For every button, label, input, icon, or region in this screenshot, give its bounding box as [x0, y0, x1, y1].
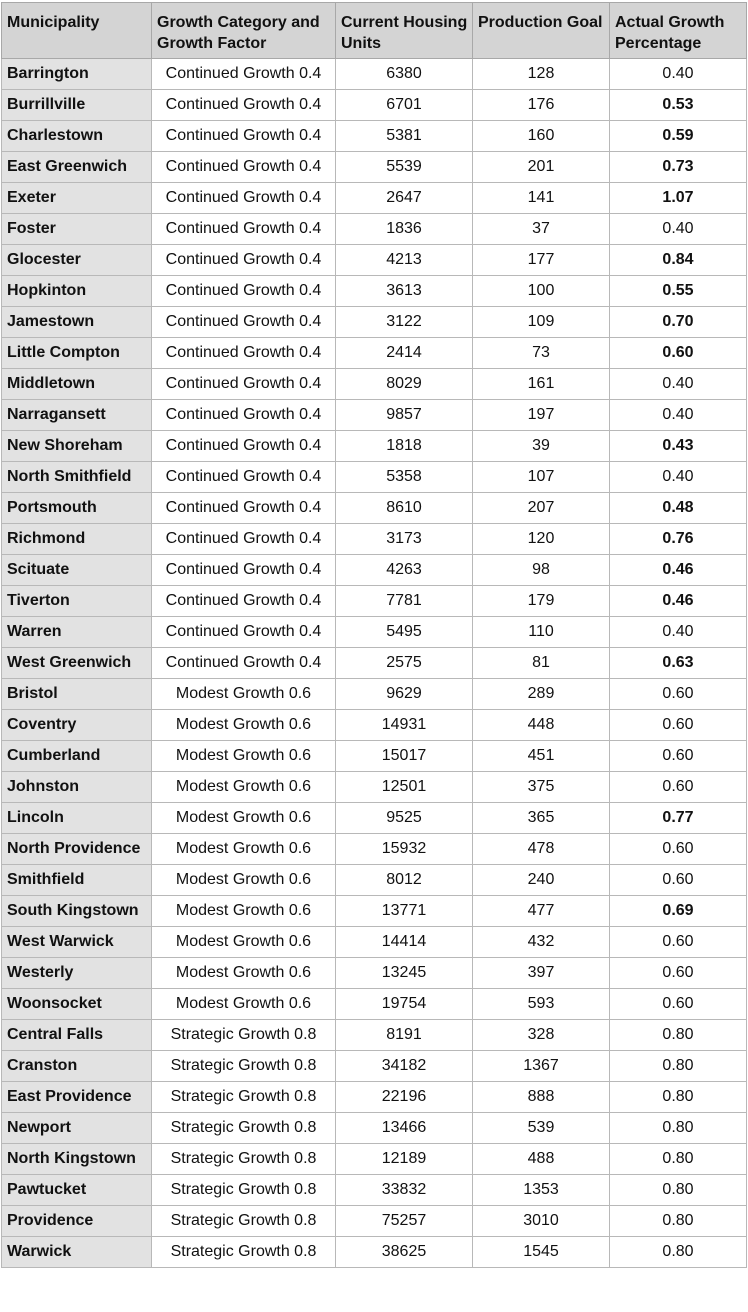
production-goal-cell: 37	[473, 214, 610, 245]
growth-category-cell: Modest Growth 0.6	[152, 679, 336, 710]
growth-category-cell: Modest Growth 0.6	[152, 710, 336, 741]
production-goal-cell: 109	[473, 307, 610, 338]
table-row	[2, 927, 747, 958]
growth-percentage-cell: 0.80	[610, 1144, 747, 1175]
growth-category-cell: Modest Growth 0.6	[152, 803, 336, 834]
table-row	[2, 1051, 747, 1082]
production-goal-cell: 161	[473, 369, 610, 400]
municipality-cell: South Kingstown	[2, 896, 152, 927]
housing-units-cell: 15017	[336, 741, 473, 772]
production-goal-cell: 477	[473, 896, 610, 927]
municipality-cell: Coventry	[2, 710, 152, 741]
growth-percentage-cell: 0.73	[610, 152, 747, 183]
growth-percentage-cell: 0.60	[610, 679, 747, 710]
housing-units-cell: 33832	[336, 1175, 473, 1206]
growth-category-cell: Continued Growth 0.4	[152, 524, 336, 555]
table-row	[2, 59, 747, 90]
housing-units-cell: 5539	[336, 152, 473, 183]
growth-category-cell: Continued Growth 0.4	[152, 338, 336, 369]
production-goal-cell: 289	[473, 679, 610, 710]
production-goal-cell: 197	[473, 400, 610, 431]
table-row	[2, 679, 747, 710]
municipality-cell: Lincoln	[2, 803, 152, 834]
production-goal-cell: 328	[473, 1020, 610, 1051]
header-growth-category: Growth Category and Growth Factor	[152, 3, 336, 59]
housing-units-cell: 14931	[336, 710, 473, 741]
municipality-cell: Johnston	[2, 772, 152, 803]
municipality-cell: West Greenwich	[2, 648, 152, 679]
housing-units-cell: 9629	[336, 679, 473, 710]
municipality-cell: Warren	[2, 617, 152, 648]
housing-units-cell: 8029	[336, 369, 473, 400]
growth-category-cell: Continued Growth 0.4	[152, 493, 336, 524]
municipality-cell: Richmond	[2, 524, 152, 555]
growth-category-cell: Continued Growth 0.4	[152, 400, 336, 431]
municipality-cell: Narragansett	[2, 400, 152, 431]
table-row	[2, 1237, 747, 1268]
growth-percentage-cell: 0.60	[610, 710, 747, 741]
growth-category-cell: Strategic Growth 0.8	[152, 1113, 336, 1144]
growth-percentage-cell: 0.80	[610, 1051, 747, 1082]
housing-units-cell: 14414	[336, 927, 473, 958]
growth-percentage-cell: 0.40	[610, 59, 747, 90]
growth-percentage-cell: 0.60	[610, 927, 747, 958]
housing-units-cell: 13466	[336, 1113, 473, 1144]
municipality-cell: North Smithfield	[2, 462, 152, 493]
growth-category-cell: Continued Growth 0.4	[152, 214, 336, 245]
growth-percentage-cell: 0.55	[610, 276, 747, 307]
growth-category-cell: Continued Growth 0.4	[152, 648, 336, 679]
housing-units-cell: 38625	[336, 1237, 473, 1268]
table-row	[2, 1206, 747, 1237]
growth-category-cell: Continued Growth 0.4	[152, 183, 336, 214]
table-body	[2, 59, 747, 1268]
table-header	[2, 3, 747, 59]
municipality-cell: Cumberland	[2, 741, 152, 772]
table-row	[2, 772, 747, 803]
growth-percentage-cell: 0.60	[610, 834, 747, 865]
header-row	[2, 3, 747, 59]
table-row	[2, 865, 747, 896]
production-goal-cell: 432	[473, 927, 610, 958]
growth-percentage-cell: 0.80	[610, 1082, 747, 1113]
table-row	[2, 834, 747, 865]
housing-units-cell: 6701	[336, 90, 473, 121]
housing-growth-table	[1, 2, 747, 1268]
growth-category-cell: Continued Growth 0.4	[152, 152, 336, 183]
production-goal-cell: 201	[473, 152, 610, 183]
growth-category-cell: Modest Growth 0.6	[152, 741, 336, 772]
municipality-cell: Hopkinton	[2, 276, 152, 307]
production-goal-cell: 365	[473, 803, 610, 834]
table-row	[2, 1113, 747, 1144]
growth-percentage-cell: 0.76	[610, 524, 747, 555]
housing-units-cell: 13771	[336, 896, 473, 927]
growth-percentage-cell: 0.84	[610, 245, 747, 276]
table-row	[2, 152, 747, 183]
production-goal-cell: 451	[473, 741, 610, 772]
header-municipality: Municipality	[2, 3, 152, 59]
municipality-cell: Jamestown	[2, 307, 152, 338]
growth-category-cell: Modest Growth 0.6	[152, 927, 336, 958]
municipality-cell: Foster	[2, 214, 152, 245]
growth-percentage-cell: 0.60	[610, 865, 747, 896]
growth-percentage-cell: 0.80	[610, 1113, 747, 1144]
table-row	[2, 803, 747, 834]
growth-category-cell: Continued Growth 0.4	[152, 586, 336, 617]
municipality-cell: Scituate	[2, 555, 152, 586]
municipality-cell: Exeter	[2, 183, 152, 214]
table-row	[2, 524, 747, 555]
production-goal-cell: 141	[473, 183, 610, 214]
table-row	[2, 710, 747, 741]
housing-units-cell: 4263	[336, 555, 473, 586]
table-row	[2, 1020, 747, 1051]
production-goal-cell: 1367	[473, 1051, 610, 1082]
table-row	[2, 1082, 747, 1113]
growth-percentage-cell: 0.46	[610, 555, 747, 586]
production-goal-cell: 240	[473, 865, 610, 896]
municipality-cell: Newport	[2, 1113, 152, 1144]
growth-category-cell: Continued Growth 0.4	[152, 431, 336, 462]
municipality-cell: Burrillville	[2, 90, 152, 121]
growth-percentage-cell: 0.40	[610, 214, 747, 245]
production-goal-cell: 100	[473, 276, 610, 307]
production-goal-cell: 593	[473, 989, 610, 1020]
municipality-cell: North Kingstown	[2, 1144, 152, 1175]
municipality-cell: Woonsocket	[2, 989, 152, 1020]
header-current-housing-units: Current Housing Units	[336, 3, 473, 59]
municipality-cell: Westerly	[2, 958, 152, 989]
production-goal-cell: 81	[473, 648, 610, 679]
table-row	[2, 121, 747, 152]
table-row	[2, 617, 747, 648]
production-goal-cell: 478	[473, 834, 610, 865]
growth-percentage-cell: 0.70	[610, 307, 747, 338]
table-row	[2, 183, 747, 214]
growth-percentage-cell: 0.43	[610, 431, 747, 462]
growth-category-cell: Continued Growth 0.4	[152, 555, 336, 586]
production-goal-cell: 1545	[473, 1237, 610, 1268]
growth-category-cell: Continued Growth 0.4	[152, 245, 336, 276]
municipality-cell: Central Falls	[2, 1020, 152, 1051]
production-goal-cell: 488	[473, 1144, 610, 1175]
production-goal-cell: 177	[473, 245, 610, 276]
growth-percentage-cell: 0.80	[610, 1175, 747, 1206]
table-row	[2, 276, 747, 307]
production-goal-cell: 179	[473, 586, 610, 617]
municipality-cell: Little Compton	[2, 338, 152, 369]
table-row	[2, 369, 747, 400]
table-row	[2, 989, 747, 1020]
growth-category-cell: Modest Growth 0.6	[152, 834, 336, 865]
housing-units-cell: 1818	[336, 431, 473, 462]
housing-units-cell: 2414	[336, 338, 473, 369]
growth-category-cell: Continued Growth 0.4	[152, 462, 336, 493]
municipality-cell: Charlestown	[2, 121, 152, 152]
growth-percentage-cell: 0.60	[610, 338, 747, 369]
production-goal-cell: 73	[473, 338, 610, 369]
municipality-cell: New Shoreham	[2, 431, 152, 462]
table-row	[2, 431, 747, 462]
housing-units-cell: 8012	[336, 865, 473, 896]
production-goal-cell: 107	[473, 462, 610, 493]
growth-category-cell: Modest Growth 0.6	[152, 772, 336, 803]
housing-units-cell: 6380	[336, 59, 473, 90]
housing-units-cell: 3613	[336, 276, 473, 307]
table-row	[2, 648, 747, 679]
growth-category-cell: Modest Growth 0.6	[152, 989, 336, 1020]
growth-category-cell: Continued Growth 0.4	[152, 121, 336, 152]
growth-percentage-cell: 0.69	[610, 896, 747, 927]
growth-category-cell: Strategic Growth 0.8	[152, 1206, 336, 1237]
growth-percentage-cell: 0.48	[610, 493, 747, 524]
table-row	[2, 307, 747, 338]
housing-units-cell: 13245	[336, 958, 473, 989]
housing-units-cell: 5495	[336, 617, 473, 648]
municipality-cell: Middletown	[2, 369, 152, 400]
growth-percentage-cell: 0.60	[610, 741, 747, 772]
growth-category-cell: Modest Growth 0.6	[152, 958, 336, 989]
growth-percentage-cell: 0.59	[610, 121, 747, 152]
housing-units-cell: 12189	[336, 1144, 473, 1175]
municipality-cell: West Warwick	[2, 927, 152, 958]
production-goal-cell: 888	[473, 1082, 610, 1113]
municipality-cell: East Greenwich	[2, 152, 152, 183]
table-row	[2, 555, 747, 586]
growth-category-cell: Modest Growth 0.6	[152, 896, 336, 927]
production-goal-cell: 397	[473, 958, 610, 989]
housing-units-cell: 9525	[336, 803, 473, 834]
growth-category-cell: Modest Growth 0.6	[152, 865, 336, 896]
housing-units-cell: 19754	[336, 989, 473, 1020]
growth-category-cell: Continued Growth 0.4	[152, 307, 336, 338]
growth-percentage-cell: 0.80	[610, 1237, 747, 1268]
table-row	[2, 214, 747, 245]
growth-category-cell: Strategic Growth 0.8	[152, 1082, 336, 1113]
table-row	[2, 493, 747, 524]
growth-category-cell: Strategic Growth 0.8	[152, 1144, 336, 1175]
table-row	[2, 245, 747, 276]
table-row	[2, 741, 747, 772]
table-row	[2, 586, 747, 617]
growth-category-cell: Continued Growth 0.4	[152, 369, 336, 400]
growth-percentage-cell: 1.07	[610, 183, 747, 214]
municipality-cell: Providence	[2, 1206, 152, 1237]
production-goal-cell: 1353	[473, 1175, 610, 1206]
housing-units-cell: 8191	[336, 1020, 473, 1051]
municipality-cell: Pawtucket	[2, 1175, 152, 1206]
production-goal-cell: 110	[473, 617, 610, 648]
growth-category-cell: Strategic Growth 0.8	[152, 1051, 336, 1082]
table-row	[2, 896, 747, 927]
growth-category-cell: Strategic Growth 0.8	[152, 1237, 336, 1268]
housing-units-cell: 2647	[336, 183, 473, 214]
housing-units-cell: 34182	[336, 1051, 473, 1082]
growth-percentage-cell: 0.40	[610, 462, 747, 493]
municipality-cell: Warwick	[2, 1237, 152, 1268]
growth-category-cell: Continued Growth 0.4	[152, 59, 336, 90]
growth-category-cell: Strategic Growth 0.8	[152, 1020, 336, 1051]
table-row	[2, 462, 747, 493]
housing-units-cell: 9857	[336, 400, 473, 431]
growth-percentage-cell: 0.63	[610, 648, 747, 679]
growth-percentage-cell: 0.60	[610, 989, 747, 1020]
housing-units-cell: 5381	[336, 121, 473, 152]
housing-units-cell: 22196	[336, 1082, 473, 1113]
table-row	[2, 1175, 747, 1206]
housing-units-cell: 15932	[336, 834, 473, 865]
production-goal-cell: 120	[473, 524, 610, 555]
growth-percentage-cell: 0.40	[610, 369, 747, 400]
housing-units-cell: 4213	[336, 245, 473, 276]
table-row	[2, 400, 747, 431]
production-goal-cell: 3010	[473, 1206, 610, 1237]
production-goal-cell: 539	[473, 1113, 610, 1144]
growth-percentage-cell: 0.53	[610, 90, 747, 121]
production-goal-cell: 128	[473, 59, 610, 90]
municipality-cell: Bristol	[2, 679, 152, 710]
production-goal-cell: 207	[473, 493, 610, 524]
municipality-cell: Smithfield	[2, 865, 152, 896]
growth-percentage-cell: 0.40	[610, 617, 747, 648]
table-row	[2, 90, 747, 121]
growth-category-cell: Continued Growth 0.4	[152, 276, 336, 307]
table-row	[2, 338, 747, 369]
table-row	[2, 958, 747, 989]
housing-units-cell: 12501	[336, 772, 473, 803]
growth-percentage-cell: 0.40	[610, 400, 747, 431]
municipality-cell: Tiverton	[2, 586, 152, 617]
municipality-cell: Portsmouth	[2, 493, 152, 524]
housing-units-cell: 3173	[336, 524, 473, 555]
production-goal-cell: 39	[473, 431, 610, 462]
production-goal-cell: 176	[473, 90, 610, 121]
growth-percentage-cell: 0.60	[610, 958, 747, 989]
housing-units-cell: 3122	[336, 307, 473, 338]
header-actual-growth-percentage: Actual Growth Percentage	[610, 3, 747, 59]
municipality-cell: North Providence	[2, 834, 152, 865]
header-production-goal: Production Goal	[473, 3, 610, 59]
growth-percentage-cell: 0.80	[610, 1020, 747, 1051]
production-goal-cell: 375	[473, 772, 610, 803]
growth-percentage-cell: 0.80	[610, 1206, 747, 1237]
housing-units-cell: 75257	[336, 1206, 473, 1237]
housing-units-cell: 7781	[336, 586, 473, 617]
housing-units-cell: 1836	[336, 214, 473, 245]
housing-units-cell: 2575	[336, 648, 473, 679]
growth-category-cell: Strategic Growth 0.8	[152, 1175, 336, 1206]
growth-percentage-cell: 0.46	[610, 586, 747, 617]
growth-category-cell: Continued Growth 0.4	[152, 617, 336, 648]
municipality-cell: Cranston	[2, 1051, 152, 1082]
production-goal-cell: 160	[473, 121, 610, 152]
housing-units-cell: 5358	[336, 462, 473, 493]
growth-percentage-cell: 0.60	[610, 772, 747, 803]
municipality-cell: Barrington	[2, 59, 152, 90]
growth-percentage-cell: 0.77	[610, 803, 747, 834]
growth-category-cell: Continued Growth 0.4	[152, 90, 336, 121]
municipality-cell: East Providence	[2, 1082, 152, 1113]
housing-units-cell: 8610	[336, 493, 473, 524]
production-goal-cell: 98	[473, 555, 610, 586]
table-row	[2, 1144, 747, 1175]
municipality-cell: Glocester	[2, 245, 152, 276]
production-goal-cell: 448	[473, 710, 610, 741]
